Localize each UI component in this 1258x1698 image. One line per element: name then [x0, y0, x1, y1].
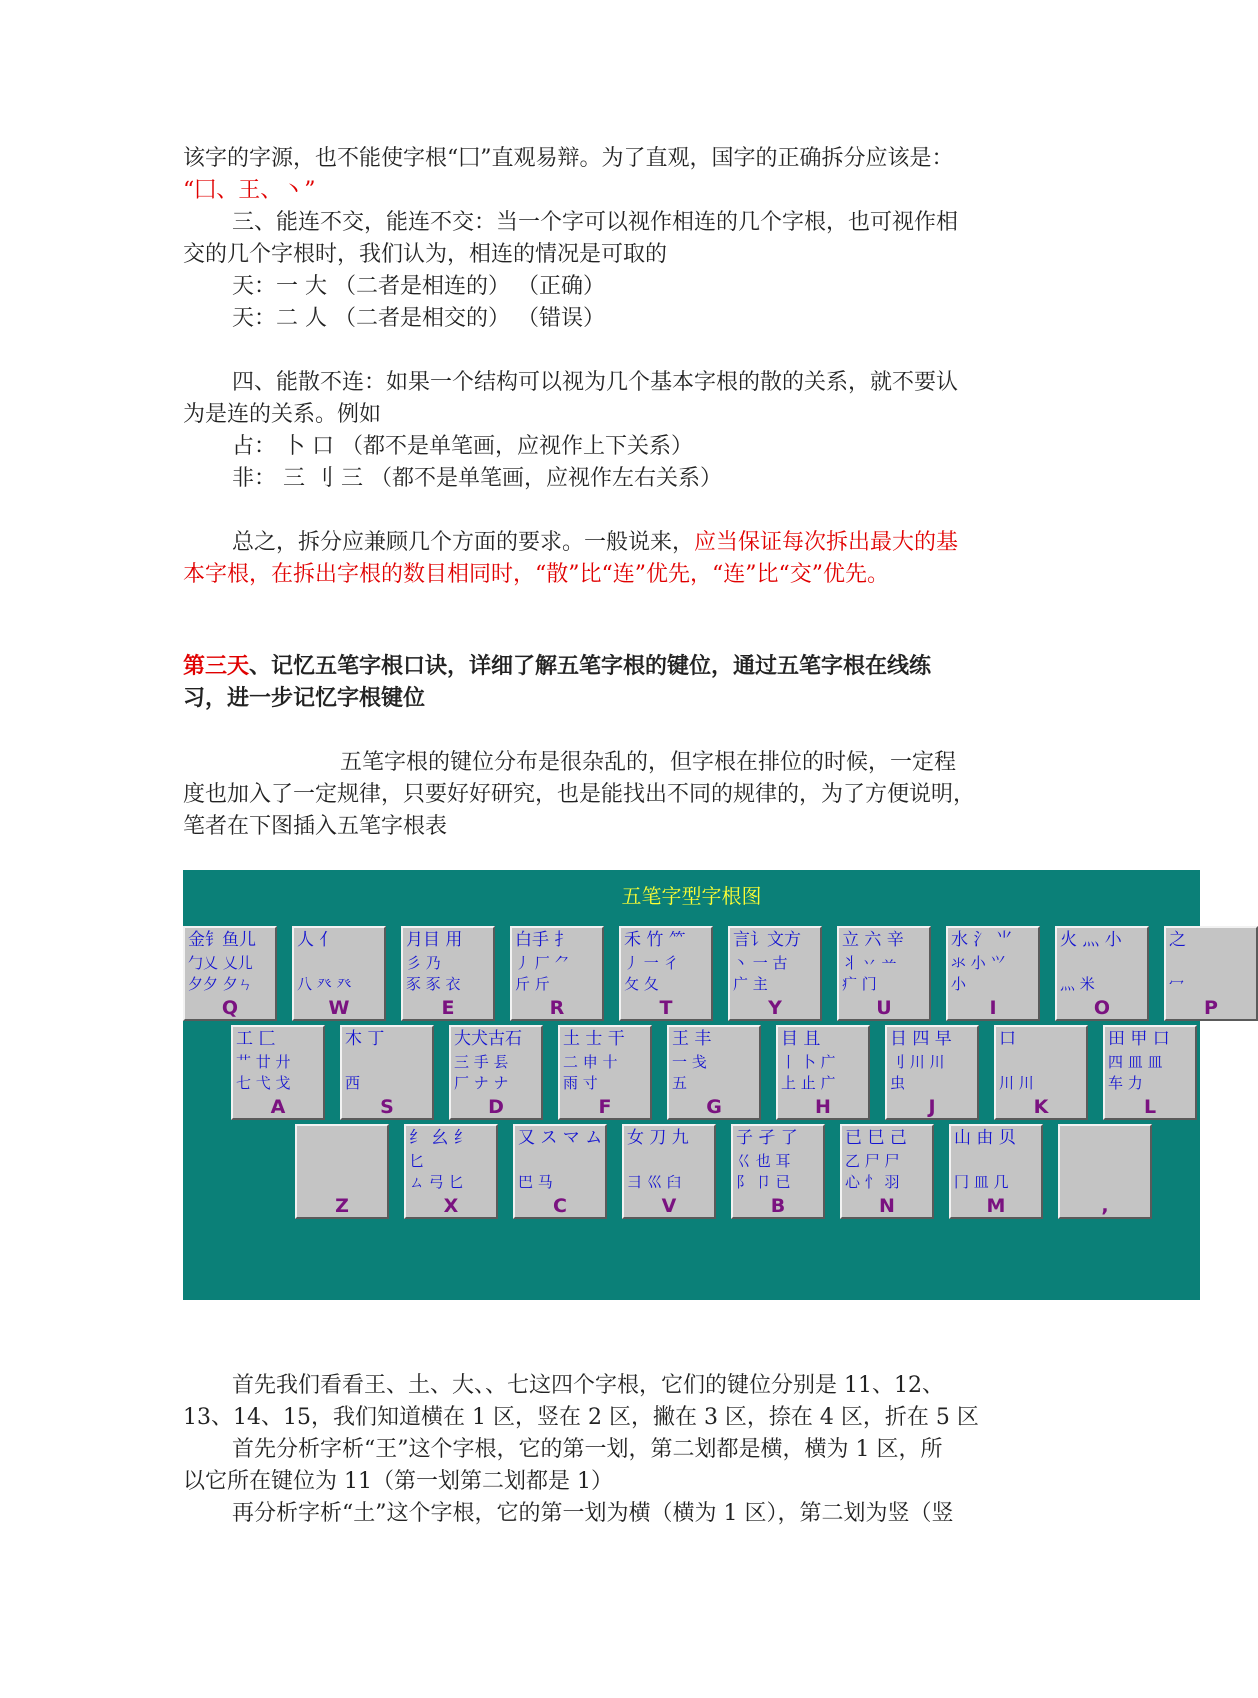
key-roots-line: 丶 一 古: [733, 954, 788, 972]
key-roots-line: 水 氵 ⺌: [951, 930, 1013, 950]
key-letter: H: [815, 1096, 831, 1118]
key-roots-line: 工 匚: [236, 1029, 276, 1049]
key-roots-line: 冖: [1169, 975, 1185, 993]
key-roots-line: 丬 丷 䒑: [842, 954, 897, 972]
key-roots-line: 禾 竹 ⺮: [624, 930, 686, 950]
paragraph-line: 占： 卜 口 （都不是单笔画，应视作上下关系）: [232, 434, 693, 459]
key-roots-line: 月目 用: [406, 930, 463, 950]
key-roots-line: 大犬古石: [454, 1029, 522, 1049]
key-roots-line: 巴 马: [518, 1173, 553, 1191]
key-i: [946, 926, 1040, 1021]
key-roots-line: 田 甲 口: [1108, 1029, 1170, 1049]
key-roots-line: 言讠文方: [733, 930, 801, 950]
key-l: [1103, 1025, 1197, 1120]
key-roots-line: 厂 ナ ナ: [454, 1074, 509, 1092]
key-e: [401, 926, 495, 1021]
intro-line: 度也加入了一定规律，只要好好研究，也是能找出不同的规律的，为了方便说明，: [183, 782, 976, 807]
key-roots-line: 雨 寸: [563, 1074, 598, 1092]
key-roots-line: 丿 一 彳: [624, 954, 679, 972]
key-roots-line: 立 六 辛: [842, 930, 904, 950]
key-roots-line: 三 手 镸: [454, 1053, 509, 1071]
key-letter: I: [989, 997, 997, 1019]
paragraph-line: 天：一 大 （二者是相连的） （正确）: [232, 274, 605, 299]
key-letter: T: [659, 997, 673, 1019]
key-roots-line: 艹 廿 廾: [236, 1053, 291, 1071]
key-letter: C: [553, 1195, 567, 1217]
key-a: [231, 1025, 325, 1120]
paragraph-line: 再分析字析“土”这个字根，它的第一划为横（横为 1 区），第二划为竖（竖: [232, 1501, 954, 1526]
key-u: [837, 926, 931, 1021]
key-roots-line: 夕夕 夕ㄣ: [188, 975, 253, 993]
key-letter: M: [986, 1195, 1006, 1217]
heading-day: 第三天: [183, 654, 250, 679]
key-letter: F: [598, 1096, 612, 1118]
key-roots-line: 山 由 贝: [954, 1128, 1016, 1148]
paragraph-line: 四、能散不连：如果一个结构可以视为几个基本字根的散的关系，就不要认: [232, 370, 959, 395]
key-j: [885, 1025, 979, 1120]
key-roots-line: 金钅鱼儿: [188, 930, 256, 950]
paragraph-line: 13、14、15，我们知道横在 1 区，竖在 2 区，撇在 3 区，捺在 4 区，折在 5 区: [183, 1405, 979, 1430]
key-letter: B: [770, 1195, 786, 1217]
key-letter: Y: [768, 997, 782, 1019]
paragraph-line: 该字的字源，也不能使字根“囗”直观易辩。为了直观，国字的正确拆分应该是：: [183, 146, 954, 171]
key-letter: O: [1093, 997, 1111, 1019]
paragraph-line: 为是连的关系。例如: [183, 402, 382, 427]
key-letter: ,: [1101, 1195, 1109, 1217]
summary-text: 总之，拆分应兼顾几个方面的要求。一般说来，: [232, 530, 695, 555]
key-roots-line: 白手 扌: [515, 930, 572, 950]
key-comma: [1058, 1124, 1152, 1219]
paragraph-line: [232, 527, 958, 559]
paragraph-line: 三、能连不交，能连不交：当一个字可以视作相连的几个字根，也可视作相: [232, 210, 959, 235]
wubi-keyboard-figure: [183, 870, 1218, 1300]
key-roots-line: 人 亻: [297, 930, 337, 950]
key-roots-line: 四 皿 皿: [1108, 1053, 1163, 1071]
key-v: [622, 1124, 716, 1219]
key-o: [1055, 926, 1149, 1021]
key-letter: J: [928, 1096, 936, 1118]
summary-text-red: 应当保证每次拆出最大的基: [694, 530, 959, 555]
key-roots-line: 火 灬 小: [1060, 930, 1122, 950]
paragraph-line: 首先分析字析“王”这个字根，它的第一划，第二划都是横，横为 1 区，所: [232, 1437, 943, 1462]
key-g: [667, 1025, 761, 1120]
key-roots-line: 小: [951, 975, 967, 993]
keyboard-title: 五笔字型字根图: [621, 884, 762, 908]
key-roots-line: 一 戋: [672, 1053, 707, 1071]
key-letter: L: [1143, 1096, 1157, 1118]
key-roots-line: 口: [999, 1029, 1016, 1049]
key-r: [510, 926, 604, 1021]
intro-line: 笔者在下图插入五笔字根表: [183, 814, 448, 839]
key-letter: W: [328, 997, 350, 1019]
key-roots-line: 丿 厂 ⺈: [515, 954, 570, 972]
key-roots-line: 八 癶 癶: [297, 975, 352, 993]
key-roots-line: 之: [1169, 930, 1186, 950]
key-letter: G: [706, 1096, 722, 1118]
key-c: [513, 1124, 607, 1219]
heading-text: 、记忆五笔字根口诀，详细了解五笔字根的键位，通过五笔字根在线练: [249, 654, 932, 679]
key-letter: A: [270, 1096, 286, 1118]
key-roots-line: 木 丁: [345, 1029, 385, 1049]
key-roots-line: 氺 小 ⺍: [951, 954, 1006, 972]
key-d: [449, 1025, 543, 1120]
key-roots-line: 匕: [409, 1152, 425, 1170]
paragraph-line: 首先我们看看王、土、大、、七这四个字根，它们的键位分别是 11、12、: [232, 1373, 944, 1398]
key-roots-line: 西: [345, 1074, 361, 1092]
key-f: [558, 1025, 652, 1120]
key-roots-line: 勹乂 乂儿: [188, 954, 253, 972]
paragraph-line-red: 本字根，在拆出字根的数目相同时，“散”比“连”优先，“连”比“交”优先。: [183, 562, 889, 587]
key-roots-line: 五: [672, 1074, 688, 1092]
intro-line: 五笔字根的键位分布是很杂乱的，但字根在排位的时候，一定程: [340, 750, 957, 775]
section-heading-line2: 习，进一步记忆字根键位: [183, 686, 426, 711]
paragraph-line: 天：二 人 （二者是相交的） （错误）: [232, 306, 605, 331]
key-roots-line: 已 巳 己: [845, 1128, 907, 1148]
key-roots-line: 又 ス マ ム: [518, 1128, 603, 1148]
key-k: [994, 1025, 1088, 1120]
key-roots-line: 丨 卜 广: [781, 1053, 836, 1071]
key-roots-line: 土 士 干: [563, 1029, 625, 1049]
key-roots-line: 灬 米: [1060, 975, 1095, 993]
key-y: [728, 926, 822, 1021]
key-letter: S: [380, 1096, 394, 1118]
key-roots-line: 彐 巛 臼: [627, 1173, 682, 1191]
paragraph-line: 交的几个字根时，我们认为，相连的情况是可取的: [183, 242, 668, 267]
key-z: [295, 1124, 389, 1219]
key-roots-line: 疒 门: [842, 975, 877, 993]
key-letter: N: [879, 1195, 895, 1217]
key-b: [731, 1124, 825, 1219]
key-roots-line: 虫: [890, 1074, 906, 1092]
key-h: [776, 1025, 870, 1120]
key-roots-line: 子 孑 了: [736, 1128, 798, 1148]
key-letter: D: [488, 1096, 504, 1118]
key-letter: K: [1033, 1096, 1049, 1118]
key-m: [949, 1124, 1043, 1219]
key-roots-line: 阝 卩 已: [736, 1173, 791, 1191]
key-letter: Q: [221, 997, 239, 1019]
key-roots-line: 豕 豕 衣: [406, 975, 461, 993]
paragraph-line-red: “囗、王、丶”: [183, 178, 316, 203]
key-roots-line: 乙 尸 尸: [845, 1152, 900, 1170]
key-x: [404, 1124, 498, 1219]
key-letter: R: [549, 997, 565, 1019]
key-q: [183, 926, 277, 1021]
key-letter: V: [661, 1195, 677, 1217]
key-roots-line: 上 止 广: [781, 1074, 836, 1092]
key-roots-line: 日 四 早: [890, 1029, 952, 1049]
key-roots-line: 攵 夂: [624, 975, 659, 993]
key-roots-line: 川 川: [999, 1074, 1034, 1092]
key-roots-line: 纟 幺 纟: [409, 1128, 471, 1148]
key-roots-line: 刂 川 川: [890, 1053, 945, 1071]
key-roots-line: 巜 也 耳: [736, 1152, 791, 1170]
key-roots-line: 王 丰: [672, 1029, 712, 1049]
key-roots-line: 七 弋 戈: [236, 1074, 291, 1092]
key-p: [1164, 926, 1258, 1021]
key-roots-line: 冂 皿 几: [954, 1173, 1009, 1191]
key-roots-line: 心 忄 羽: [845, 1173, 900, 1191]
section-heading: [183, 651, 931, 683]
key-t: [619, 926, 713, 1021]
key-roots-line: 斤 斤: [515, 975, 550, 993]
key-roots-line: 彡 乃: [406, 954, 441, 972]
key-letter: U: [876, 997, 892, 1019]
key-letter: Z: [335, 1195, 349, 1217]
key-roots-line: ㄙ 弓 匕: [409, 1173, 464, 1191]
key-n: [840, 1124, 934, 1219]
key-roots-line: 二 申 十: [563, 1053, 618, 1071]
key-roots-line: 目 且: [781, 1029, 821, 1049]
paragraph-line: 非： 三 刂 三 （都不是单笔画，应视作左右关系）: [232, 466, 722, 491]
key-s: [340, 1025, 434, 1120]
key-letter: P: [1204, 997, 1218, 1019]
key-letter: X: [443, 1195, 459, 1217]
key-w: [292, 926, 386, 1021]
key-roots-line: 广 主: [733, 975, 768, 993]
paragraph-line: 以它所在键位为 11（第一划第二划都是 1）: [183, 1469, 613, 1494]
key-roots-line: 车 力: [1108, 1074, 1143, 1092]
key-letter: E: [441, 997, 455, 1019]
key-roots-line: 女 刀 九: [627, 1128, 689, 1148]
